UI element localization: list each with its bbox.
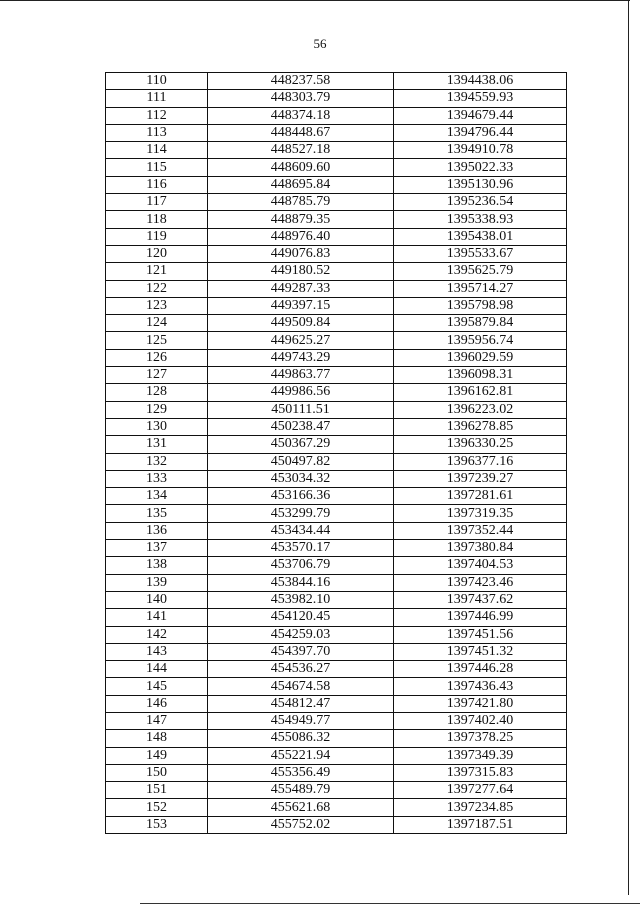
x-coordinate-cell: 454120.45 — [208, 609, 394, 626]
point-number-cell: 127 — [106, 367, 208, 384]
table-row — [106, 522, 567, 539]
x-coordinate-cell: 449743.29 — [208, 349, 394, 366]
x-coordinate-cell: 450367.29 — [208, 436, 394, 453]
table-row — [106, 661, 567, 678]
y-coordinate-cell: 1397446.28 — [394, 661, 567, 678]
x-coordinate-cell: 455621.68 — [208, 799, 394, 816]
coordinates-table-body — [106, 73, 567, 834]
x-coordinate-cell: 450497.82 — [208, 453, 394, 470]
table-row — [106, 609, 567, 626]
y-coordinate-cell: 1395022.33 — [394, 159, 567, 176]
table-row — [106, 297, 567, 314]
point-number-cell: 138 — [106, 557, 208, 574]
table-row — [106, 332, 567, 349]
y-coordinate-cell: 1396278.85 — [394, 418, 567, 435]
x-coordinate-cell: 453034.32 — [208, 470, 394, 487]
point-number-cell: 141 — [106, 609, 208, 626]
table-row — [106, 315, 567, 332]
y-coordinate-cell: 1395956.74 — [394, 332, 567, 349]
table-row — [106, 401, 567, 418]
x-coordinate-cell: 449180.52 — [208, 263, 394, 280]
x-coordinate-cell: 448609.60 — [208, 159, 394, 176]
table-row — [106, 194, 567, 211]
point-number-cell: 125 — [106, 332, 208, 349]
point-number-cell: 140 — [106, 591, 208, 608]
table-row — [106, 643, 567, 660]
y-coordinate-cell: 1395798.98 — [394, 297, 567, 314]
table-row — [106, 436, 567, 453]
table-row — [106, 107, 567, 124]
point-number-cell: 137 — [106, 540, 208, 557]
y-coordinate-cell: 1397380.84 — [394, 540, 567, 557]
x-coordinate-cell: 448879.35 — [208, 211, 394, 228]
x-coordinate-cell: 453570.17 — [208, 540, 394, 557]
x-coordinate-cell: 449397.15 — [208, 297, 394, 314]
y-coordinate-cell: 1396098.31 — [394, 367, 567, 384]
y-coordinate-cell: 1397187.51 — [394, 816, 567, 833]
table-row — [106, 764, 567, 781]
point-number-cell: 120 — [106, 245, 208, 262]
table-row — [106, 782, 567, 799]
x-coordinate-cell: 455086.32 — [208, 730, 394, 747]
table-row — [106, 470, 567, 487]
point-number-cell: 129 — [106, 401, 208, 418]
point-number-cell: 113 — [106, 124, 208, 141]
table-row — [106, 418, 567, 435]
y-coordinate-cell: 1394679.44 — [394, 107, 567, 124]
point-number-cell: 144 — [106, 661, 208, 678]
point-number-cell: 126 — [106, 349, 208, 366]
y-coordinate-cell: 1396377.16 — [394, 453, 567, 470]
table-row — [106, 678, 567, 695]
y-coordinate-cell: 1397436.43 — [394, 678, 567, 695]
page-border-top — [0, 0, 630, 1]
y-coordinate-cell: 1395130.96 — [394, 176, 567, 193]
x-coordinate-cell: 448448.67 — [208, 124, 394, 141]
point-number-cell: 151 — [106, 782, 208, 799]
table-row — [106, 142, 567, 159]
x-coordinate-cell: 449625.27 — [208, 332, 394, 349]
table-row — [106, 747, 567, 764]
y-coordinate-cell: 1397315.83 — [394, 764, 567, 781]
table-row — [106, 574, 567, 591]
y-coordinate-cell: 1397277.64 — [394, 782, 567, 799]
y-coordinate-cell: 1397446.99 — [394, 609, 567, 626]
y-coordinate-cell: 1397234.85 — [394, 799, 567, 816]
point-number-cell: 118 — [106, 211, 208, 228]
y-coordinate-cell: 1395236.54 — [394, 194, 567, 211]
x-coordinate-cell: 453166.36 — [208, 488, 394, 505]
x-coordinate-cell: 454259.03 — [208, 626, 394, 643]
x-coordinate-cell: 453706.79 — [208, 557, 394, 574]
y-coordinate-cell: 1396162.81 — [394, 384, 567, 401]
y-coordinate-cell: 1397319.35 — [394, 505, 567, 522]
point-number-cell: 124 — [106, 315, 208, 332]
table-row — [106, 211, 567, 228]
x-coordinate-cell: 454397.70 — [208, 643, 394, 660]
point-number-cell: 139 — [106, 574, 208, 591]
x-coordinate-cell: 454812.47 — [208, 695, 394, 712]
point-number-cell: 116 — [106, 176, 208, 193]
y-coordinate-cell: 1396223.02 — [394, 401, 567, 418]
point-number-cell: 146 — [106, 695, 208, 712]
y-coordinate-cell: 1397421.80 — [394, 695, 567, 712]
x-coordinate-cell: 454536.27 — [208, 661, 394, 678]
table-row — [106, 384, 567, 401]
y-coordinate-cell: 1394559.93 — [394, 90, 567, 107]
x-coordinate-cell: 448785.79 — [208, 194, 394, 211]
y-coordinate-cell: 1395625.79 — [394, 263, 567, 280]
point-number-cell: 142 — [106, 626, 208, 643]
table-row — [106, 159, 567, 176]
x-coordinate-cell: 449287.33 — [208, 280, 394, 297]
y-coordinate-cell: 1394438.06 — [394, 73, 567, 90]
x-coordinate-cell: 449986.56 — [208, 384, 394, 401]
table-row — [106, 712, 567, 729]
point-number-cell: 143 — [106, 643, 208, 660]
y-coordinate-cell: 1397451.32 — [394, 643, 567, 660]
point-number-cell: 123 — [106, 297, 208, 314]
x-coordinate-cell: 449076.83 — [208, 245, 394, 262]
point-number-cell: 110 — [106, 73, 208, 90]
x-coordinate-cell: 449863.77 — [208, 367, 394, 384]
table-row — [106, 540, 567, 557]
table-row — [106, 730, 567, 747]
point-number-cell: 153 — [106, 816, 208, 833]
x-coordinate-cell: 453434.44 — [208, 522, 394, 539]
y-coordinate-cell: 1395714.27 — [394, 280, 567, 297]
table-row — [106, 591, 567, 608]
point-number-cell: 152 — [106, 799, 208, 816]
x-coordinate-cell: 455489.79 — [208, 782, 394, 799]
x-coordinate-cell: 455356.49 — [208, 764, 394, 781]
x-coordinate-cell: 450238.47 — [208, 418, 394, 435]
table-row — [106, 453, 567, 470]
table-row — [106, 505, 567, 522]
y-coordinate-cell: 1397378.25 — [394, 730, 567, 747]
point-number-cell: 114 — [106, 142, 208, 159]
point-number-cell: 130 — [106, 418, 208, 435]
point-number-cell: 148 — [106, 730, 208, 747]
table-row — [106, 488, 567, 505]
point-number-cell: 122 — [106, 280, 208, 297]
table-row — [106, 626, 567, 643]
x-coordinate-cell: 450111.51 — [208, 401, 394, 418]
point-number-cell: 132 — [106, 453, 208, 470]
point-number-cell: 112 — [106, 107, 208, 124]
point-number-cell: 147 — [106, 712, 208, 729]
x-coordinate-cell: 455752.02 — [208, 816, 394, 833]
point-number-cell: 121 — [106, 263, 208, 280]
y-coordinate-cell: 1397239.27 — [394, 470, 567, 487]
x-coordinate-cell: 453982.10 — [208, 591, 394, 608]
page-border-bottom — [140, 903, 640, 904]
point-number-cell: 111 — [106, 90, 208, 107]
y-coordinate-cell: 1395533.67 — [394, 245, 567, 262]
point-number-cell: 117 — [106, 194, 208, 211]
table-row — [106, 695, 567, 712]
point-number-cell: 131 — [106, 436, 208, 453]
y-coordinate-cell: 1394796.44 — [394, 124, 567, 141]
table-row — [106, 799, 567, 816]
table-row — [106, 176, 567, 193]
table-row — [106, 816, 567, 833]
point-number-cell: 115 — [106, 159, 208, 176]
x-coordinate-cell: 455221.94 — [208, 747, 394, 764]
page-border-right — [628, 0, 629, 895]
point-number-cell: 145 — [106, 678, 208, 695]
y-coordinate-cell: 1397404.53 — [394, 557, 567, 574]
point-number-cell: 119 — [106, 228, 208, 245]
y-coordinate-cell: 1397349.39 — [394, 747, 567, 764]
y-coordinate-cell: 1397451.56 — [394, 626, 567, 643]
y-coordinate-cell: 1397281.61 — [394, 488, 567, 505]
point-number-cell: 134 — [106, 488, 208, 505]
page-number: 56 — [313, 36, 327, 51]
table-row — [106, 124, 567, 141]
point-number-cell: 128 — [106, 384, 208, 401]
x-coordinate-cell: 454949.77 — [208, 712, 394, 729]
point-number-cell: 136 — [106, 522, 208, 539]
y-coordinate-cell: 1397437.62 — [394, 591, 567, 608]
x-coordinate-cell: 453299.79 — [208, 505, 394, 522]
y-coordinate-cell: 1395438.01 — [394, 228, 567, 245]
x-coordinate-cell: 448695.84 — [208, 176, 394, 193]
x-coordinate-cell: 454674.58 — [208, 678, 394, 695]
point-number-cell: 133 — [106, 470, 208, 487]
table-row — [106, 367, 567, 384]
y-coordinate-cell: 1396029.59 — [394, 349, 567, 366]
x-coordinate-cell: 449509.84 — [208, 315, 394, 332]
point-number-cell: 149 — [106, 747, 208, 764]
y-coordinate-cell: 1397402.40 — [394, 712, 567, 729]
table-row — [106, 245, 567, 262]
y-coordinate-cell: 1397423.46 — [394, 574, 567, 591]
coordinates-table — [105, 72, 567, 834]
table-row — [106, 73, 567, 90]
table-row — [106, 349, 567, 366]
table-row — [106, 263, 567, 280]
y-coordinate-cell: 1394910.78 — [394, 142, 567, 159]
x-coordinate-cell: 448237.58 — [208, 73, 394, 90]
table-row — [106, 280, 567, 297]
x-coordinate-cell: 448527.18 — [208, 142, 394, 159]
y-coordinate-cell: 1396330.25 — [394, 436, 567, 453]
point-number-cell: 150 — [106, 764, 208, 781]
x-coordinate-cell: 448374.18 — [208, 107, 394, 124]
x-coordinate-cell: 448303.79 — [208, 90, 394, 107]
table-row — [106, 228, 567, 245]
x-coordinate-cell: 448976.40 — [208, 228, 394, 245]
table-row — [106, 557, 567, 574]
y-coordinate-cell: 1397352.44 — [394, 522, 567, 539]
y-coordinate-cell: 1395338.93 — [394, 211, 567, 228]
point-number-cell: 135 — [106, 505, 208, 522]
x-coordinate-cell: 453844.16 — [208, 574, 394, 591]
table-row — [106, 90, 567, 107]
y-coordinate-cell: 1395879.84 — [394, 315, 567, 332]
